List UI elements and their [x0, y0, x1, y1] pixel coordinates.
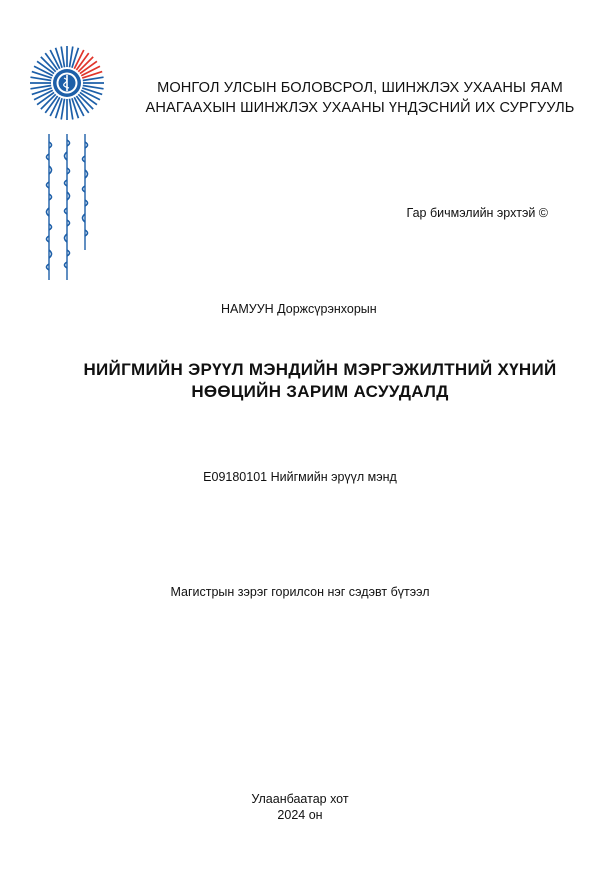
thesis-title-line-2: НӨӨЦИЙН ЗАРИМ АСУУДАЛД [191, 382, 449, 401]
thesis-title-line-1: НИЙГМИЙН ЭРҮҮЛ МЭНДИЙН МЭРГЭЖИЛТНИЙ ХҮНИЙ [83, 360, 557, 379]
mongolian-script-column-2 [60, 132, 74, 282]
place-and-year [0, 791, 600, 823]
degree-statement: Магистрын зэрэг горилсон нэг сэдэвт бүтээл [170, 585, 430, 599]
university-name: АНАГААХЫН ШИНЖЛЭХ УХААНЫ ҮНДЭСНИЙ ИХ СУРГУУЛЬ [145, 100, 575, 116]
university-logo [28, 44, 108, 244]
ministry-name: МОНГОЛ УЛСЫН БОЛОВСРОЛ, ШИНЖЛЭХ УХААНЫ ЯАМ [157, 80, 563, 96]
medical-university-emblem-icon [28, 44, 106, 122]
mongolian-script-column-1 [42, 132, 56, 282]
program-code: E09180101 Нийгмийн эрүүл мэнд [203, 470, 397, 484]
year: 2024 он [277, 808, 323, 822]
thesis-title [40, 359, 600, 403]
author-name: НАМУУН Доржсүрэнхорын [221, 302, 377, 316]
institution-header [140, 78, 580, 118]
city-name: Улаанбаатар хот [251, 792, 349, 806]
mongolian-script-column-3 [78, 132, 92, 252]
copyright-notice: Гар бичмэлийн эрхтэй © [406, 206, 548, 220]
